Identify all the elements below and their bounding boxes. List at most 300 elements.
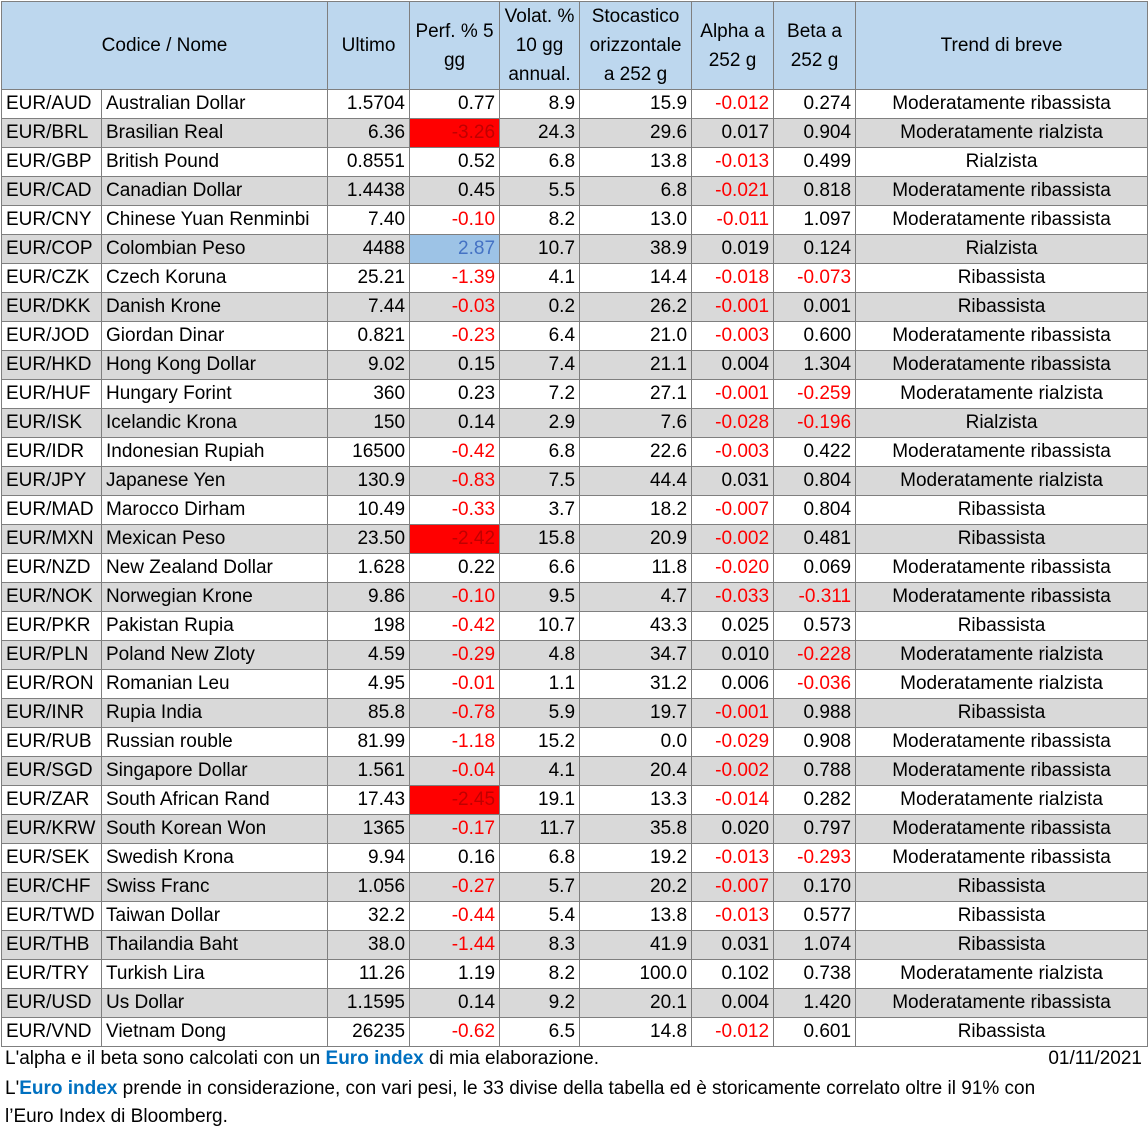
cell-trend: Moderatamente rialzista — [856, 960, 1148, 989]
cell-code: EUR/INR — [2, 699, 102, 728]
cell-trend: Moderatamente ribassista — [856, 583, 1148, 612]
cell-last: 4.95 — [328, 670, 410, 699]
cell-stochastic: 44.4 — [580, 467, 692, 496]
cell-alpha: -0.007 — [692, 496, 774, 525]
table-row — [2, 641, 1148, 670]
cell-code: EUR/NZD — [2, 554, 102, 583]
cell-volatility: 24.3 — [500, 119, 580, 148]
cell-code: EUR/PKR — [2, 612, 102, 641]
cell-alpha: 0.019 — [692, 235, 774, 264]
cell-trend: Ribassista — [856, 873, 1148, 902]
cell-beta: 0.274 — [774, 90, 856, 119]
table-row — [2, 119, 1148, 148]
cell-name: Poland New Zloty — [102, 641, 328, 670]
cell-volatility: 7.4 — [500, 351, 580, 380]
table-row — [2, 177, 1148, 206]
cell-trend: Moderatamente ribassista — [856, 438, 1148, 467]
cell-perf: -0.01 — [410, 670, 500, 699]
cell-name: Brasilian Real — [102, 119, 328, 148]
table-row — [2, 670, 1148, 699]
footer-note-2 — [5, 1075, 1035, 1103]
header-perf: Perf. % 5 gg — [410, 2, 500, 90]
cell-perf: 0.45 — [410, 177, 500, 206]
table-row — [2, 90, 1148, 119]
cell-perf: 2.87 — [410, 235, 500, 264]
cell-alpha: -0.001 — [692, 699, 774, 728]
cell-stochastic: 27.1 — [580, 380, 692, 409]
cell-perf: -0.42 — [410, 612, 500, 641]
cell-perf: -0.17 — [410, 815, 500, 844]
report-date: 01/11/2021 — [1048, 1048, 1142, 1069]
cell-code: EUR/JPY — [2, 467, 102, 496]
cell-name: Taiwan Dollar — [102, 902, 328, 931]
cell-code: EUR/USD — [2, 989, 102, 1018]
cell-perf: 1.19 — [410, 960, 500, 989]
cell-alpha: -0.011 — [692, 206, 774, 235]
cell-stochastic: 15.9 — [580, 90, 692, 119]
table-row — [2, 786, 1148, 815]
cell-stochastic: 20.9 — [580, 525, 692, 554]
cell-alpha: -0.029 — [692, 728, 774, 757]
cell-alpha: -0.013 — [692, 148, 774, 177]
cell-name: Vietnam Dong — [102, 1018, 328, 1047]
cell-name: Chinese Yuan Renminbi — [102, 206, 328, 235]
cell-alpha: -0.001 — [692, 380, 774, 409]
cell-stochastic: 19.2 — [580, 844, 692, 873]
cell-code: EUR/BRL — [2, 119, 102, 148]
table-row — [2, 264, 1148, 293]
cell-stochastic: 18.2 — [580, 496, 692, 525]
cell-code: EUR/NOK — [2, 583, 102, 612]
cell-volatility: 4.8 — [500, 641, 580, 670]
cell-alpha: -0.003 — [692, 322, 774, 351]
cell-perf: -0.23 — [410, 322, 500, 351]
cell-alpha: 0.004 — [692, 351, 774, 380]
cell-alpha: 0.031 — [692, 467, 774, 496]
cell-beta: -0.259 — [774, 380, 856, 409]
cell-trend: Moderatamente ribassista — [856, 322, 1148, 351]
cell-trend: Moderatamente ribassista — [856, 351, 1148, 380]
header-volatility: Volat. % 10 gg annual. — [500, 2, 580, 90]
cell-perf: -0.29 — [410, 641, 500, 670]
cell-trend: Ribassista — [856, 1018, 1148, 1047]
cell-name: Swedish Krona — [102, 844, 328, 873]
cell-last: 17.43 — [328, 786, 410, 815]
cell-perf: -0.33 — [410, 496, 500, 525]
cell-name: Rupia India — [102, 699, 328, 728]
cell-stochastic: 38.9 — [580, 235, 692, 264]
cell-alpha: -0.007 — [692, 873, 774, 902]
cell-stochastic: 20.2 — [580, 873, 692, 902]
cell-beta: -0.311 — [774, 583, 856, 612]
table-row — [2, 235, 1148, 264]
cell-volatility: 9.5 — [500, 583, 580, 612]
cell-last: 4.59 — [328, 641, 410, 670]
cell-beta: 1.304 — [774, 351, 856, 380]
cell-trend: Moderatamente ribassista — [856, 206, 1148, 235]
cell-last: 198 — [328, 612, 410, 641]
cell-last: 81.99 — [328, 728, 410, 757]
cell-last: 25.21 — [328, 264, 410, 293]
cell-alpha: -0.013 — [692, 902, 774, 931]
header-beta: Beta a 252 g — [774, 2, 856, 90]
cell-code: EUR/HKD — [2, 351, 102, 380]
cell-last: 0.8551 — [328, 148, 410, 177]
cell-name: Danish Krone — [102, 293, 328, 322]
cell-beta: 0.908 — [774, 728, 856, 757]
table-row — [2, 148, 1148, 177]
cell-volatility: 6.8 — [500, 844, 580, 873]
cell-perf: -2.42 — [410, 525, 500, 554]
cell-name: Norwegian Krone — [102, 583, 328, 612]
cell-perf: -0.78 — [410, 699, 500, 728]
cell-code: EUR/MAD — [2, 496, 102, 525]
cell-trend: Moderatamente ribassista — [856, 554, 1148, 583]
header-code-name: Codice / Nome — [2, 2, 328, 90]
cell-trend: Moderatamente ribassista — [856, 757, 1148, 786]
cell-perf: 0.22 — [410, 554, 500, 583]
cell-perf: 0.77 — [410, 90, 500, 119]
cell-perf: -0.27 — [410, 873, 500, 902]
cell-volatility: 6.6 — [500, 554, 580, 583]
cell-code: EUR/CZK — [2, 264, 102, 293]
cell-name: Singapore Dollar — [102, 757, 328, 786]
cell-volatility: 6.8 — [500, 438, 580, 467]
cell-alpha: -0.021 — [692, 177, 774, 206]
cell-name: Us Dollar — [102, 989, 328, 1018]
cell-perf: -3.26 — [410, 119, 500, 148]
cell-name: British Pound — [102, 148, 328, 177]
cell-perf: -0.10 — [410, 583, 500, 612]
cell-code: EUR/IDR — [2, 438, 102, 467]
cell-beta: -0.293 — [774, 844, 856, 873]
cell-stochastic: 41.9 — [580, 931, 692, 960]
cell-code: EUR/CAD — [2, 177, 102, 206]
table-row — [2, 496, 1148, 525]
cell-stochastic: 34.7 — [580, 641, 692, 670]
cell-name: Hungary Forint — [102, 380, 328, 409]
cell-beta: 1.097 — [774, 206, 856, 235]
cell-beta: 0.601 — [774, 1018, 856, 1047]
cell-last: 130.9 — [328, 467, 410, 496]
cell-stochastic: 14.4 — [580, 264, 692, 293]
cell-last: 23.50 — [328, 525, 410, 554]
cell-beta: -0.073 — [774, 264, 856, 293]
footer-note-1-pre: L'alpha e il beta sono calcolati con un — [5, 1048, 326, 1069]
cell-trend: Moderatamente ribassista — [856, 177, 1148, 206]
cell-perf: 0.52 — [410, 148, 500, 177]
cell-volatility: 4.1 — [500, 757, 580, 786]
footer-euro-index-2: Euro index — [19, 1078, 118, 1099]
cell-volatility: 9.2 — [500, 989, 580, 1018]
cell-trend: Ribassista — [856, 902, 1148, 931]
cell-trend: Moderatamente ribassista — [856, 815, 1148, 844]
table-row — [2, 757, 1148, 786]
cell-volatility: 10.7 — [500, 235, 580, 264]
cell-trend: Ribassista — [856, 496, 1148, 525]
cell-last: 9.02 — [328, 351, 410, 380]
cell-alpha: 0.010 — [692, 641, 774, 670]
table-row — [2, 438, 1148, 467]
cell-name: South African Rand — [102, 786, 328, 815]
cell-last: 6.36 — [328, 119, 410, 148]
cell-stochastic: 13.0 — [580, 206, 692, 235]
cell-alpha: 0.004 — [692, 989, 774, 1018]
cell-name: Czech Koruna — [102, 264, 328, 293]
cell-beta: 0.804 — [774, 496, 856, 525]
cell-beta: 0.499 — [774, 148, 856, 177]
cell-perf: -1.18 — [410, 728, 500, 757]
cell-code: EUR/RON — [2, 670, 102, 699]
footer-note-2-post: prende in considerazione, con vari pesi, le 33 divise della tabella ed è storicamente correlato oltre il 91% con — [117, 1078, 1036, 1099]
cell-beta: 0.481 — [774, 525, 856, 554]
cell-volatility: 4.1 — [500, 264, 580, 293]
cell-code: EUR/MXN — [2, 525, 102, 554]
cell-beta: 0.818 — [774, 177, 856, 206]
cell-code: EUR/KRW — [2, 815, 102, 844]
cell-alpha: -0.014 — [692, 786, 774, 815]
cell-volatility: 8.2 — [500, 960, 580, 989]
table-row — [2, 206, 1148, 235]
cell-code: EUR/SEK — [2, 844, 102, 873]
cell-beta: 1.074 — [774, 931, 856, 960]
cell-stochastic: 35.8 — [580, 815, 692, 844]
cell-trend: Ribassista — [856, 525, 1148, 554]
cell-perf: 0.14 — [410, 409, 500, 438]
cell-volatility: 15.2 — [500, 728, 580, 757]
cell-trend: Moderatamente ribassista — [856, 90, 1148, 119]
cell-alpha: -0.002 — [692, 525, 774, 554]
table-row — [2, 873, 1148, 902]
cell-stochastic: 29.6 — [580, 119, 692, 148]
cell-name: Giordan Dinar — [102, 322, 328, 351]
cell-perf: -2.45 — [410, 786, 500, 815]
table-row — [2, 1018, 1148, 1047]
cell-code: EUR/SGD — [2, 757, 102, 786]
table-row — [2, 902, 1148, 931]
cell-beta: 0.988 — [774, 699, 856, 728]
table-row — [2, 815, 1148, 844]
cell-perf: 0.14 — [410, 989, 500, 1018]
table-row — [2, 960, 1148, 989]
cell-perf: -0.10 — [410, 206, 500, 235]
cell-trend: Ribassista — [856, 293, 1148, 322]
cell-beta: 0.738 — [774, 960, 856, 989]
footer-note-3: l’Euro Index di Bloomberg. — [5, 1106, 228, 1127]
cell-stochastic: 19.7 — [580, 699, 692, 728]
table-row — [2, 554, 1148, 583]
cell-trend: Rialzista — [856, 148, 1148, 177]
cell-name: Canadian Dollar — [102, 177, 328, 206]
cell-code: EUR/THB — [2, 931, 102, 960]
cell-beta: 1.420 — [774, 989, 856, 1018]
cell-code: EUR/HUF — [2, 380, 102, 409]
cell-perf: 0.23 — [410, 380, 500, 409]
cell-alpha: 0.006 — [692, 670, 774, 699]
cell-perf: -0.42 — [410, 438, 500, 467]
cell-perf: -0.04 — [410, 757, 500, 786]
cell-trend: Moderatamente rialzista — [856, 670, 1148, 699]
cell-code: EUR/PLN — [2, 641, 102, 670]
cell-code: EUR/GBP — [2, 148, 102, 177]
cell-volatility: 15.8 — [500, 525, 580, 554]
cell-stochastic: 31.2 — [580, 670, 692, 699]
table-row — [2, 293, 1148, 322]
cell-alpha: -0.002 — [692, 757, 774, 786]
cell-alpha: -0.028 — [692, 409, 774, 438]
cell-volatility: 5.4 — [500, 902, 580, 931]
cell-code: EUR/COP — [2, 235, 102, 264]
currency-table — [1, 1, 1148, 1047]
cell-beta: -0.228 — [774, 641, 856, 670]
cell-volatility: 7.2 — [500, 380, 580, 409]
cell-last: 11.26 — [328, 960, 410, 989]
cell-last: 150 — [328, 409, 410, 438]
cell-last: 16500 — [328, 438, 410, 467]
cell-alpha: -0.001 — [692, 293, 774, 322]
cell-trend: Ribassista — [856, 699, 1148, 728]
cell-volatility: 8.3 — [500, 931, 580, 960]
cell-beta: 0.804 — [774, 467, 856, 496]
cell-perf: -0.83 — [410, 467, 500, 496]
cell-code: EUR/JOD — [2, 322, 102, 351]
cell-name: Pakistan Rupia — [102, 612, 328, 641]
cell-volatility: 6.8 — [500, 148, 580, 177]
cell-beta: 0.577 — [774, 902, 856, 931]
cell-volatility: 2.9 — [500, 409, 580, 438]
cell-stochastic: 26.2 — [580, 293, 692, 322]
cell-alpha: -0.033 — [692, 583, 774, 612]
cell-trend: Ribassista — [856, 931, 1148, 960]
cell-trend: Moderatamente ribassista — [856, 989, 1148, 1018]
table-row — [2, 699, 1148, 728]
cell-beta: 0.788 — [774, 757, 856, 786]
cell-name: Marocco Dirham — [102, 496, 328, 525]
cell-perf: 0.16 — [410, 844, 500, 873]
cell-stochastic: 43.3 — [580, 612, 692, 641]
cell-stochastic: 13.8 — [580, 902, 692, 931]
cell-alpha: 0.102 — [692, 960, 774, 989]
cell-last: 1.628 — [328, 554, 410, 583]
cell-alpha: -0.012 — [692, 90, 774, 119]
cell-beta: -0.036 — [774, 670, 856, 699]
cell-alpha: -0.012 — [692, 1018, 774, 1047]
cell-code: EUR/TRY — [2, 960, 102, 989]
table-row — [2, 583, 1148, 612]
cell-last: 26235 — [328, 1018, 410, 1047]
cell-name: Turkish Lira — [102, 960, 328, 989]
cell-beta: 0.573 — [774, 612, 856, 641]
cell-perf: 0.15 — [410, 351, 500, 380]
footer-note-1 — [5, 1045, 599, 1073]
cell-name: Thailandia Baht — [102, 931, 328, 960]
cell-trend: Ribassista — [856, 264, 1148, 293]
cell-perf: -0.44 — [410, 902, 500, 931]
cell-code: EUR/TWD — [2, 902, 102, 931]
cell-name: Hong Kong Dollar — [102, 351, 328, 380]
cell-last: 32.2 — [328, 902, 410, 931]
cell-last: 1.5704 — [328, 90, 410, 119]
table-row — [2, 380, 1148, 409]
cell-volatility: 8.2 — [500, 206, 580, 235]
cell-name: Romanian Leu — [102, 670, 328, 699]
cell-stochastic: 22.6 — [580, 438, 692, 467]
cell-volatility: 1.1 — [500, 670, 580, 699]
cell-last: 1.4438 — [328, 177, 410, 206]
cell-alpha: 0.020 — [692, 815, 774, 844]
header-trend: Trend di breve — [856, 2, 1148, 90]
cell-volatility: 6.5 — [500, 1018, 580, 1047]
cell-trend: Moderatamente rialzista — [856, 467, 1148, 496]
cell-stochastic: 100.0 — [580, 960, 692, 989]
cell-volatility: 5.5 — [500, 177, 580, 206]
footer-note-2-pre: L' — [5, 1078, 20, 1099]
cell-beta: 0.069 — [774, 554, 856, 583]
header-stochastic: Stocastico orizzontale a 252 g — [580, 2, 692, 90]
cell-trend: Rialzista — [856, 235, 1148, 264]
cell-last: 38.0 — [328, 931, 410, 960]
cell-stochastic: 14.8 — [580, 1018, 692, 1047]
header-row — [2, 2, 1148, 90]
table-row — [2, 322, 1148, 351]
cell-stochastic: 6.8 — [580, 177, 692, 206]
cell-trend: Ribassista — [856, 612, 1148, 641]
cell-code: EUR/CNY — [2, 206, 102, 235]
cell-beta: 0.797 — [774, 815, 856, 844]
cell-name: Swiss Franc — [102, 873, 328, 902]
cell-last: 1.1595 — [328, 989, 410, 1018]
cell-code: EUR/AUD — [2, 90, 102, 119]
cell-trend: Moderatamente ribassista — [856, 728, 1148, 757]
table-row — [2, 467, 1148, 496]
table-row — [2, 728, 1148, 757]
cell-last: 4488 — [328, 235, 410, 264]
cell-beta: 0.170 — [774, 873, 856, 902]
cell-alpha: -0.003 — [692, 438, 774, 467]
cell-stochastic: 21.0 — [580, 322, 692, 351]
cell-perf: -1.44 — [410, 931, 500, 960]
cell-stochastic: 20.4 — [580, 757, 692, 786]
cell-beta: 0.001 — [774, 293, 856, 322]
cell-name: Colombian Peso — [102, 235, 328, 264]
cell-stochastic: 0.0 — [580, 728, 692, 757]
cell-volatility: 11.7 — [500, 815, 580, 844]
cell-beta: 0.904 — [774, 119, 856, 148]
cell-trend: Moderatamente rialzista — [856, 380, 1148, 409]
cell-trend: Moderatamente rialzista — [856, 786, 1148, 815]
cell-last: 0.821 — [328, 322, 410, 351]
cell-stochastic: 11.8 — [580, 554, 692, 583]
cell-volatility: 8.9 — [500, 90, 580, 119]
cell-volatility: 5.7 — [500, 873, 580, 902]
table-row — [2, 989, 1148, 1018]
cell-trend: Moderatamente rialzista — [856, 119, 1148, 148]
cell-name: Icelandic Krona — [102, 409, 328, 438]
cell-beta: -0.196 — [774, 409, 856, 438]
cell-code: EUR/DKK — [2, 293, 102, 322]
header-last: Ultimo — [328, 2, 410, 90]
cell-code: EUR/VND — [2, 1018, 102, 1047]
cell-alpha: 0.031 — [692, 931, 774, 960]
table-row — [2, 351, 1148, 380]
cell-trend: Moderatamente rialzista — [856, 641, 1148, 670]
table-row — [2, 525, 1148, 554]
cell-last: 85.8 — [328, 699, 410, 728]
cell-volatility: 0.2 — [500, 293, 580, 322]
cell-alpha: -0.020 — [692, 554, 774, 583]
cell-stochastic: 7.6 — [580, 409, 692, 438]
cell-name: Russian rouble — [102, 728, 328, 757]
